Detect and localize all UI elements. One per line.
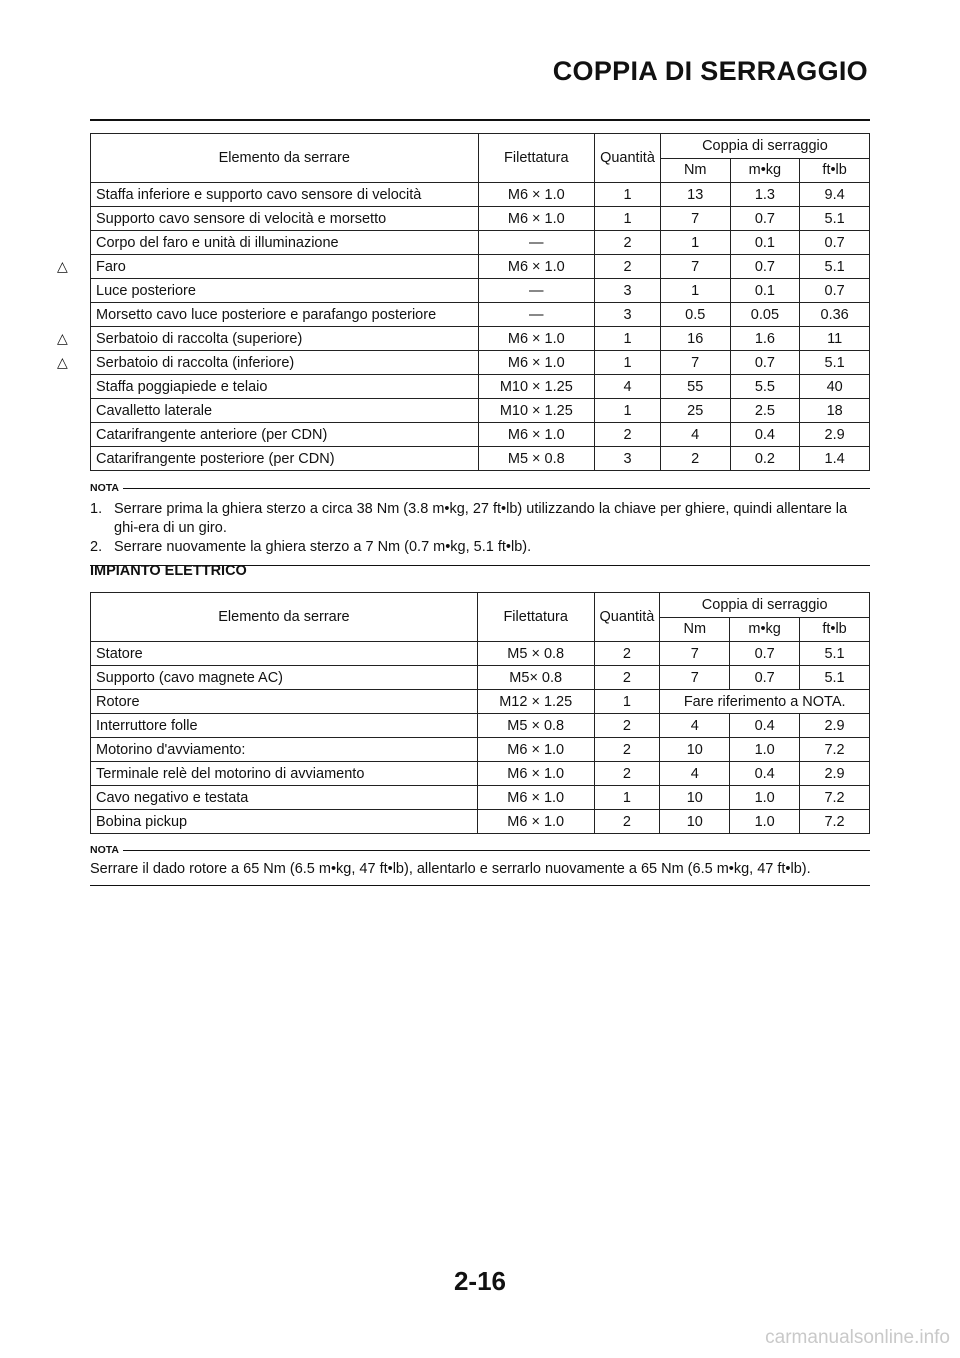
- table-row: [91, 207, 870, 231]
- cell-quantity: 1: [594, 786, 660, 810]
- col-header-mkg: m•kg: [730, 158, 800, 183]
- table-row: [91, 183, 870, 207]
- note-label: NOTA: [90, 844, 119, 856]
- col-header-element: Elemento da serrare: [91, 593, 478, 642]
- note-label: NOTA: [90, 482, 119, 494]
- cell-quantity: 1: [594, 690, 660, 714]
- cell-nm: 13: [660, 183, 730, 207]
- table-row: [91, 327, 870, 351]
- torque-table-electrical: [90, 592, 870, 834]
- cell-element: Catarifrangente anteriore (per CDN): [91, 423, 479, 447]
- cell-nm: 1: [660, 279, 730, 303]
- table-row: [91, 666, 870, 690]
- cell-thread: —: [478, 231, 595, 255]
- note-item-text: Serrare prima la ghiera sterzo a circa 38 Nm (3.8 m•kg, 27 ft•lb) utilizzando la chiave per ghiere, quindi allentare la ghi-era di un giro.: [114, 501, 848, 536]
- col-header-nm: Nm: [660, 617, 730, 642]
- cell-ftlb: 5.1: [800, 207, 870, 231]
- cell-element: Faro △: [91, 255, 479, 279]
- cell-element: Interruttore folle: [91, 714, 478, 738]
- cell-mkg: 1.6: [730, 327, 800, 351]
- cell-quantity: 2: [594, 666, 660, 690]
- title-rule: [90, 119, 870, 121]
- cell-mkg: 1.0: [730, 810, 800, 834]
- warning-triangle-icon: △: [57, 330, 68, 346]
- cell-ftlb: 5.1: [800, 255, 870, 279]
- note-item-number: 1.: [90, 501, 103, 517]
- cell-mkg: 0.05: [730, 303, 800, 327]
- cell-mkg: 0.2: [730, 447, 800, 471]
- cell-torque-note: Fare riferimento a NOTA.: [660, 690, 870, 714]
- cell-quantity: 1: [595, 399, 661, 423]
- cell-nm: 4: [660, 423, 730, 447]
- cell-nm: 10: [660, 738, 730, 762]
- table-row: [91, 762, 870, 786]
- cell-ftlb: 2.9: [800, 714, 870, 738]
- cell-thread: —: [478, 279, 595, 303]
- torque-table-chassis: [57, 133, 870, 471]
- cell-quantity: 1: [595, 327, 661, 351]
- col-header-ftlb: ft•lb: [800, 158, 870, 183]
- cell-quantity: 2: [595, 255, 661, 279]
- note-item-number: 2.: [90, 539, 103, 555]
- cell-mkg: 0.7: [730, 351, 800, 375]
- cell-element: Cavalletto laterale: [91, 399, 479, 423]
- cell-quantity: 4: [595, 375, 661, 399]
- cell-ftlb: 5.1: [800, 666, 870, 690]
- cell-element: Rotore: [91, 690, 478, 714]
- cell-ftlb: 5.1: [800, 351, 870, 375]
- cell-element: Bobina pickup: [91, 810, 478, 834]
- col-header-thread: Filettatura: [477, 593, 594, 642]
- table-row: [91, 447, 870, 471]
- cell-thread: M5 × 0.8: [477, 642, 594, 666]
- cell-thread: M10 × 1.25: [478, 375, 595, 399]
- table-row: [91, 738, 870, 762]
- cell-mkg: 0.7: [730, 207, 800, 231]
- cell-quantity: 2: [594, 762, 660, 786]
- cell-nm: 0.5: [660, 303, 730, 327]
- cell-thread: M5 × 0.8: [478, 447, 595, 471]
- table-row: [91, 690, 870, 714]
- cell-quantity: 2: [595, 423, 661, 447]
- cell-mkg: 0.4: [730, 714, 800, 738]
- cell-element: Supporto (cavo magnete AC): [91, 666, 478, 690]
- cell-ftlb: 1.4: [800, 447, 870, 471]
- cell-nm: 4: [660, 762, 730, 786]
- cell-nm: 25: [660, 399, 730, 423]
- cell-thread: M6 × 1.0: [478, 207, 595, 231]
- cell-nm: 55: [660, 375, 730, 399]
- cell-nm: 10: [660, 810, 730, 834]
- page-number: 2-16: [453, 1266, 507, 1296]
- cell-thread: M10 × 1.25: [478, 399, 595, 423]
- table-row: [91, 279, 870, 303]
- cell-nm: 7: [660, 207, 730, 231]
- col-header-quantity: Quantità: [595, 134, 661, 183]
- cell-ftlb: 9.4: [800, 183, 870, 207]
- cell-quantity: 3: [595, 447, 661, 471]
- cell-element: Corpo del faro e unità di illuminazione: [91, 231, 479, 255]
- cell-thread: M6 × 1.0: [478, 255, 595, 279]
- cell-mkg: 2.5: [730, 399, 800, 423]
- table-row: [91, 351, 870, 375]
- table-row: [91, 303, 870, 327]
- cell-nm: 7: [660, 351, 730, 375]
- cell-ftlb: 2.9: [800, 762, 870, 786]
- cell-element: Luce posteriore: [91, 279, 479, 303]
- cell-quantity: 2: [594, 810, 660, 834]
- cell-element: Catarifrangente posteriore (per CDN): [91, 447, 479, 471]
- cell-element: Staffa poggiapiede e telaio: [91, 375, 479, 399]
- warning-triangle-icon: △: [57, 354, 68, 370]
- cell-nm: 4: [660, 714, 730, 738]
- cell-nm: 16: [660, 327, 730, 351]
- cell-element: Cavo negativo e testata: [91, 786, 478, 810]
- table-row: [91, 423, 870, 447]
- cell-element: Morsetto cavo luce posteriore e parafango posteriore: [91, 303, 479, 327]
- cell-mkg: 1.0: [730, 738, 800, 762]
- cell-thread: M6 × 1.0: [478, 351, 595, 375]
- cell-thread: M6 × 1.0: [478, 423, 595, 447]
- cell-ftlb: 0.36: [800, 303, 870, 327]
- cell-quantity: 1: [595, 207, 661, 231]
- cell-nm: 7: [660, 666, 730, 690]
- cell-nm: 2: [660, 447, 730, 471]
- note-end-rule: [90, 885, 870, 886]
- note-box: [90, 479, 870, 566]
- cell-ftlb: 5.1: [800, 642, 870, 666]
- cell-quantity: 2: [594, 642, 660, 666]
- cell-ftlb: 7.2: [800, 738, 870, 762]
- cell-ftlb: 11: [800, 327, 870, 351]
- cell-thread: M6 × 1.0: [478, 327, 595, 351]
- table-row: [91, 810, 870, 834]
- note-box: [90, 841, 870, 886]
- table-row: [91, 786, 870, 810]
- note-rule: [123, 850, 870, 851]
- cell-nm: 7: [660, 255, 730, 279]
- cell-thread: M5× 0.8: [477, 666, 594, 690]
- cell-quantity: 1: [595, 351, 661, 375]
- table-body: [57, 183, 870, 471]
- cell-ftlb: 18: [800, 399, 870, 423]
- table-row: [91, 255, 870, 279]
- col-header-element: Elemento da serrare: [91, 134, 479, 183]
- cell-thread: M5 × 0.8: [477, 714, 594, 738]
- table-row: [91, 642, 870, 666]
- col-header-thread: Filettatura: [478, 134, 595, 183]
- cell-ftlb: 0.7: [800, 279, 870, 303]
- cell-mkg: 5.5: [730, 375, 800, 399]
- cell-quantity: 2: [595, 231, 661, 255]
- cell-element: Serbatoio di raccolta (superiore) △: [91, 327, 479, 351]
- note-item-text: Serrare nuovamente la ghiera sterzo a 7 Nm (0.7 m•kg, 5.1 ft•lb).: [114, 539, 532, 555]
- note-list: [90, 500, 870, 557]
- table-row: [91, 231, 870, 255]
- cell-mkg: 0.7: [730, 255, 800, 279]
- cell-thread: M6 × 1.0: [477, 762, 594, 786]
- cell-quantity: 3: [595, 303, 661, 327]
- cell-mkg: 0.1: [730, 231, 800, 255]
- table-row: [91, 399, 870, 423]
- cell-thread: M12 × 1.25: [477, 690, 594, 714]
- cell-thread: M6 × 1.0: [477, 810, 594, 834]
- cell-mkg: 0.4: [730, 762, 800, 786]
- cell-element: Serbatoio di raccolta (inferiore) △: [91, 351, 479, 375]
- cell-nm: 1: [660, 231, 730, 255]
- cell-quantity: 3: [595, 279, 661, 303]
- warning-triangle-icon: △: [57, 258, 68, 274]
- cell-mkg: 1.0: [730, 786, 800, 810]
- cell-quantity: 2: [594, 714, 660, 738]
- cell-mkg: 0.7: [730, 666, 800, 690]
- cell-mkg: 1.3: [730, 183, 800, 207]
- cell-thread: —: [478, 303, 595, 327]
- cell-nm: 10: [660, 786, 730, 810]
- table-row: [91, 375, 870, 399]
- cell-thread: M6 × 1.0: [477, 786, 594, 810]
- page-title: COPPIA DI SERRAGGIO: [552, 56, 868, 86]
- note-text: Serrare il dado rotore a 65 Nm (6.5 m•kg, 47 ft•lb), allentarlo e serrarlo nuovamente a 65 Nm (6.5 m•kg, 47 ft•lb).: [90, 861, 811, 877]
- cell-ftlb: 7.2: [800, 786, 870, 810]
- col-header-nm: Nm: [660, 158, 730, 183]
- cell-ftlb: 7.2: [800, 810, 870, 834]
- cell-mkg: 0.4: [730, 423, 800, 447]
- col-header-mkg: m•kg: [730, 617, 800, 642]
- cell-mkg: 0.7: [730, 642, 800, 666]
- cell-mkg: 0.1: [730, 279, 800, 303]
- cell-thread: M6 × 1.0: [477, 738, 594, 762]
- cell-element: Terminale relè del motorino di avviamento: [91, 762, 478, 786]
- col-header-quantity: Quantità: [594, 593, 660, 642]
- cell-thread: M6 × 1.0: [478, 183, 595, 207]
- cell-element: Statore: [91, 642, 478, 666]
- cell-ftlb: 2.9: [800, 423, 870, 447]
- col-header-torque: Coppia di serraggio: [660, 134, 869, 159]
- cell-nm: 7: [660, 642, 730, 666]
- cell-ftlb: 40: [800, 375, 870, 399]
- table-row: [91, 714, 870, 738]
- note-rule: [123, 488, 870, 489]
- cell-quantity: 2: [594, 738, 660, 762]
- watermark: carmanualsonline.info: [765, 1327, 950, 1348]
- cell-element: Supporto cavo sensore di velocità e morsetto: [91, 207, 479, 231]
- note-item: [90, 500, 870, 538]
- cell-element: Staffa inferiore e supporto cavo sensore di velocità: [91, 183, 479, 207]
- note-item: [90, 538, 870, 557]
- col-header-torque: Coppia di serraggio: [660, 593, 870, 618]
- cell-ftlb: 0.7: [800, 231, 870, 255]
- cell-quantity: 1: [595, 183, 661, 207]
- col-header-ftlb: ft•lb: [800, 617, 870, 642]
- cell-element: Motorino d'avviamento:: [91, 738, 478, 762]
- table-body: [91, 642, 870, 834]
- section-heading: IMPIANTO ELETTRICO: [90, 563, 247, 579]
